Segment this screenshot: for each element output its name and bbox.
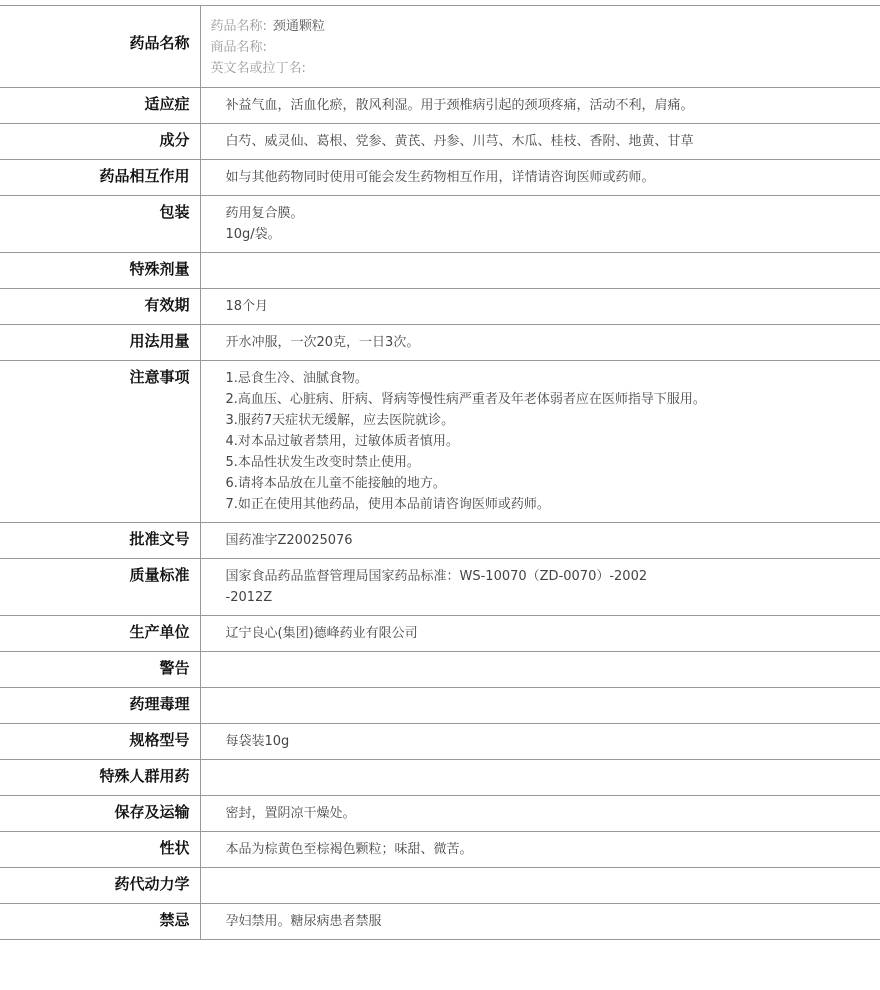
row-label: 用法用量 (0, 325, 200, 361)
row-label: 特殊剂量 (0, 253, 200, 289)
row-label: 性状 (0, 832, 200, 868)
row-value (200, 616, 880, 652)
row-label: 生产单位 (0, 616, 200, 652)
value-line: 国药准字Z20025076 (225, 533, 353, 548)
row-label: 规格型号 (0, 724, 200, 760)
value-line: 3.服药7天症状无缓解，应去医院就诊。 (225, 413, 455, 428)
row-value (200, 253, 880, 289)
row-label: 药代动力学 (0, 868, 200, 904)
value-line: 开水冲服，一次20克，一日3次。 (225, 335, 420, 350)
row-label: 注意事项 (0, 361, 200, 523)
spec-row (0, 868, 880, 904)
value-line: 孕妇禁用。糖尿病患者禁服 (225, 914, 382, 929)
spec-row-drug-name (0, 6, 880, 88)
trade-name-line (211, 37, 871, 58)
trade-name-label: 商品名称: (210, 40, 267, 55)
value-line: 4.对本品过敏者禁用，过敏体质者慎用。 (225, 434, 459, 449)
spec-row (0, 88, 880, 124)
spec-row (0, 724, 880, 760)
drug-spec-table (0, 5, 880, 940)
value-line: 7.如正在使用其他药品，使用本品前请咨询医师或药师。 (225, 497, 550, 512)
spec-row (0, 760, 880, 796)
spec-row (0, 652, 880, 688)
spec-table-body (0, 6, 880, 940)
spec-row (0, 361, 880, 523)
empty-value (226, 695, 871, 716)
row-value (200, 124, 880, 160)
value-line: 国家食品药品监督管理局国家药品标准：WS-10070（ZD-0070）-2002 (225, 569, 648, 584)
row-label: 质量标准 (0, 559, 200, 616)
value-line: 18个月 (225, 299, 269, 314)
generic-name-value: 颈通颗粒 (272, 19, 325, 34)
value-line: 密封，置阴凉干燥处。 (225, 806, 356, 821)
value-line: 6.请将本品放在儿童不能接触的地方。 (225, 476, 446, 491)
row-value (200, 88, 880, 124)
value-line: 补益气血，活血化瘀，散风利湿。用于颈椎病引起的颈项疼痛，活动不利，肩痛。 (225, 98, 694, 113)
spec-row (0, 796, 880, 832)
row-value (200, 796, 880, 832)
value-line: 2.高血压、心脏病、肝病、肾病等慢性病严重者及年老体弱者应在医师指导下服用。 (225, 392, 706, 407)
spec-row (0, 523, 880, 559)
row-value (200, 724, 880, 760)
row-value (200, 289, 880, 325)
row-label: 有效期 (0, 289, 200, 325)
row-value (200, 904, 880, 940)
empty-value (226, 260, 871, 281)
row-value (200, 325, 880, 361)
spec-row (0, 196, 880, 253)
empty-value (226, 767, 871, 788)
spec-row (0, 325, 880, 361)
english-name-line (211, 58, 871, 79)
row-value (200, 523, 880, 559)
spec-row (0, 124, 880, 160)
value-line: 药用复合膜。 (225, 206, 304, 221)
row-value (200, 652, 880, 688)
row-value (200, 6, 880, 88)
spec-row (0, 160, 880, 196)
row-value (200, 688, 880, 724)
row-value (200, 160, 880, 196)
spec-row (0, 559, 880, 616)
generic-name-line (211, 16, 871, 37)
value-line: 每袋装10g (225, 734, 290, 749)
row-label: 药品名称 (0, 6, 200, 88)
spec-row (0, 289, 880, 325)
row-label: 成分 (0, 124, 200, 160)
row-label: 药理毒理 (0, 688, 200, 724)
row-label: 包装 (0, 196, 200, 253)
value-line: 1.忌食生冷、油腻食物。 (225, 371, 368, 386)
row-label: 警告 (0, 652, 200, 688)
spec-row (0, 688, 880, 724)
row-value (200, 361, 880, 523)
spec-row (0, 904, 880, 940)
row-label: 批准文号 (0, 523, 200, 559)
spec-row (0, 832, 880, 868)
value-line: 本品为棕黄色至棕褐色颗粒；味甜、微苦。 (225, 842, 473, 857)
english-name-label: 英文名或拉丁名: (210, 61, 306, 76)
row-label: 禁忌 (0, 904, 200, 940)
value-line: 白芍、威灵仙、葛根、党参、黄芪、丹参、川芎、木瓜、桂枝、香附、地黄、甘草 (225, 134, 694, 149)
row-value (200, 868, 880, 904)
row-label: 保存及运输 (0, 796, 200, 832)
row-value (200, 760, 880, 796)
row-value (200, 832, 880, 868)
value-line: 辽宁良心(集团)德峰药业有限公司 (225, 626, 418, 641)
row-value (200, 559, 880, 616)
row-label: 适应症 (0, 88, 200, 124)
row-label: 特殊人群用药 (0, 760, 200, 796)
value-line: 10g/袋。 (225, 227, 281, 242)
row-label: 药品相互作用 (0, 160, 200, 196)
spec-row (0, 253, 880, 289)
value-line: 5.本品性状发生改变时禁止使用。 (225, 455, 420, 470)
value-line: -2012Z (225, 590, 273, 605)
value-line: 如与其他药物同时使用可能会发生药物相互作用，详情请咨询医师或药师。 (225, 170, 655, 185)
empty-value (226, 659, 871, 680)
spec-row (0, 616, 880, 652)
generic-name-label: 药品名称: (210, 19, 267, 34)
empty-value (226, 875, 871, 896)
row-value (200, 196, 880, 253)
